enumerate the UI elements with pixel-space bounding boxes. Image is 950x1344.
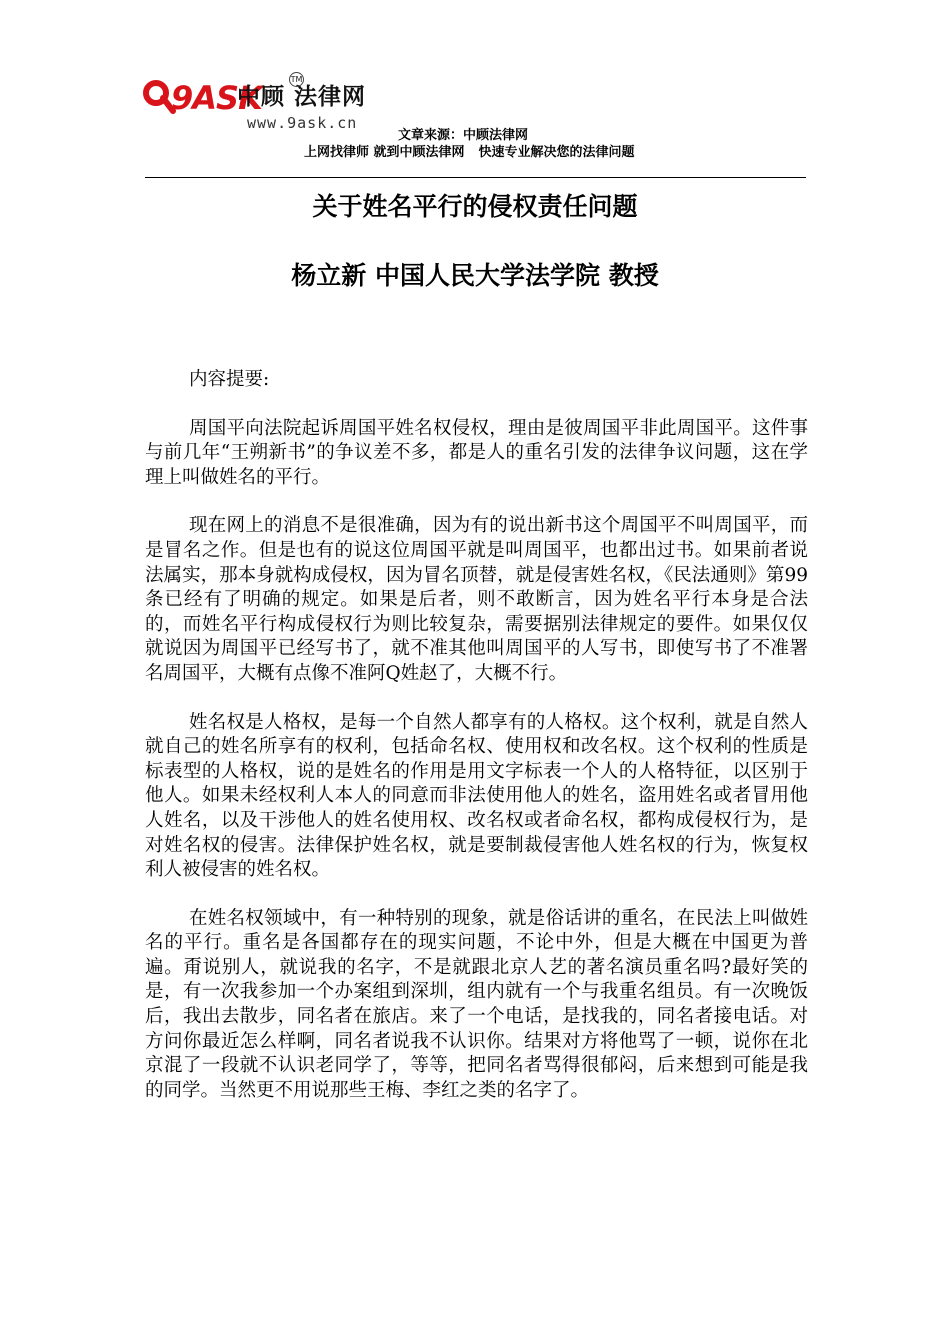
site-logo[interactable]: [143, 75, 393, 138]
paragraph-3: 姓名权是人格权，是每一个自然人都享有的人格权。这个权利，就是自然人就自己的姓名所享有的权利，包括命名权、使用权和改名权。这个权利的性质是标表型的人格权，说的是姓名的作用是用文字标表一个人的人格特征，以区别于他人。如果未经权利人本人的同意而非法使用他人的姓名，盗用姓名或者冒用他人姓名，以及干涉他人的姓名使用权、改名权或者命名权，都构成侵权行为，是对姓名权的侵害。法律保护姓名权，就是要制裁侵害他人姓名权的行为，恢复权利人被侵害的姓名权。: [145, 711, 808, 881]
trademark-icon: TM: [289, 72, 304, 87]
paragraph-1: 周国平向法院起诉周国平姓名权侵权，理由是彼周国平非此周国平。这件事与前几年“王朔新书”的争议差不多，都是人的重名引发的法律争议问题，这在学理上叫做姓名的平行。: [145, 417, 808, 488]
logo-ask-text: 9ASK: [171, 79, 262, 117]
tagline-part-1: 上网找律师 就到中顾法律网: [304, 145, 465, 160]
article-title: 关于姓名平行的侵权责任问题: [312, 192, 638, 221]
logo-url: www.9ask.cn: [247, 114, 358, 132]
article-author: 杨立新 中国人民大学法学院 教授: [291, 261, 659, 290]
logo-name: 中顾 法律网: [237, 84, 367, 110]
paragraph-2: 现在网上的消息不是很准确，因为有的说出新书这个周国平不叫周国平，而是冒名之作。但是也有的说这位周国平就是叫周国平，也都出过书。如果前者说法属实，那本身就构成侵权，因为冒名顶替，就是侵害姓名权，《民法通则》第99条已经有了明确的规定。如果是后者，则不敢断言，因为姓名平行本身是合法的，而姓名平行构成侵权行为则比较复杂，需要据别法律规定的要件。如果仅仅就说因为周国平已经写书了，就不准其他叫周国平的人写书，即使写书了不准署名周国平，大概有点像不准阿Q姓赵了，大概不行。: [145, 515, 808, 684]
paragraph-4: 在姓名权领域中，有一种特别的现象，就是俗话讲的重名，在民法上叫做姓名的平行。重名是各国都存在的现实问题，不论中外，但是大概在中国更为普遍。甭说别人，就说我的名字，不是就跟北京人艺的著名演员重名吗?最好笑的是，有一次我参加一个办案组到深圳，组内就有一个与我重名组员。有一次晚饭后，我出去散步，同名者在旅店。来了一个电话，是找我的，同名者接电话。对方问你最近怎么样啊，同名者说我不认识你。结果对方将他骂了一顿，说你在北京混了一段就不认识老同学了，等等，把同名者骂得很郁闷，后来想到可能是我的同学。当然更不用说那些王梅、李红之类的名字了。: [145, 907, 808, 1101]
header-divider: [145, 177, 806, 178]
site-tagline: [304, 145, 635, 161]
tagline-part-2: 快速专业解决您的法律问题: [478, 145, 635, 160]
abstract-label: 内容提要:: [189, 369, 270, 390]
article-source: 文章来源：中顾法律网: [398, 128, 529, 143]
article-body: [145, 368, 808, 1103]
